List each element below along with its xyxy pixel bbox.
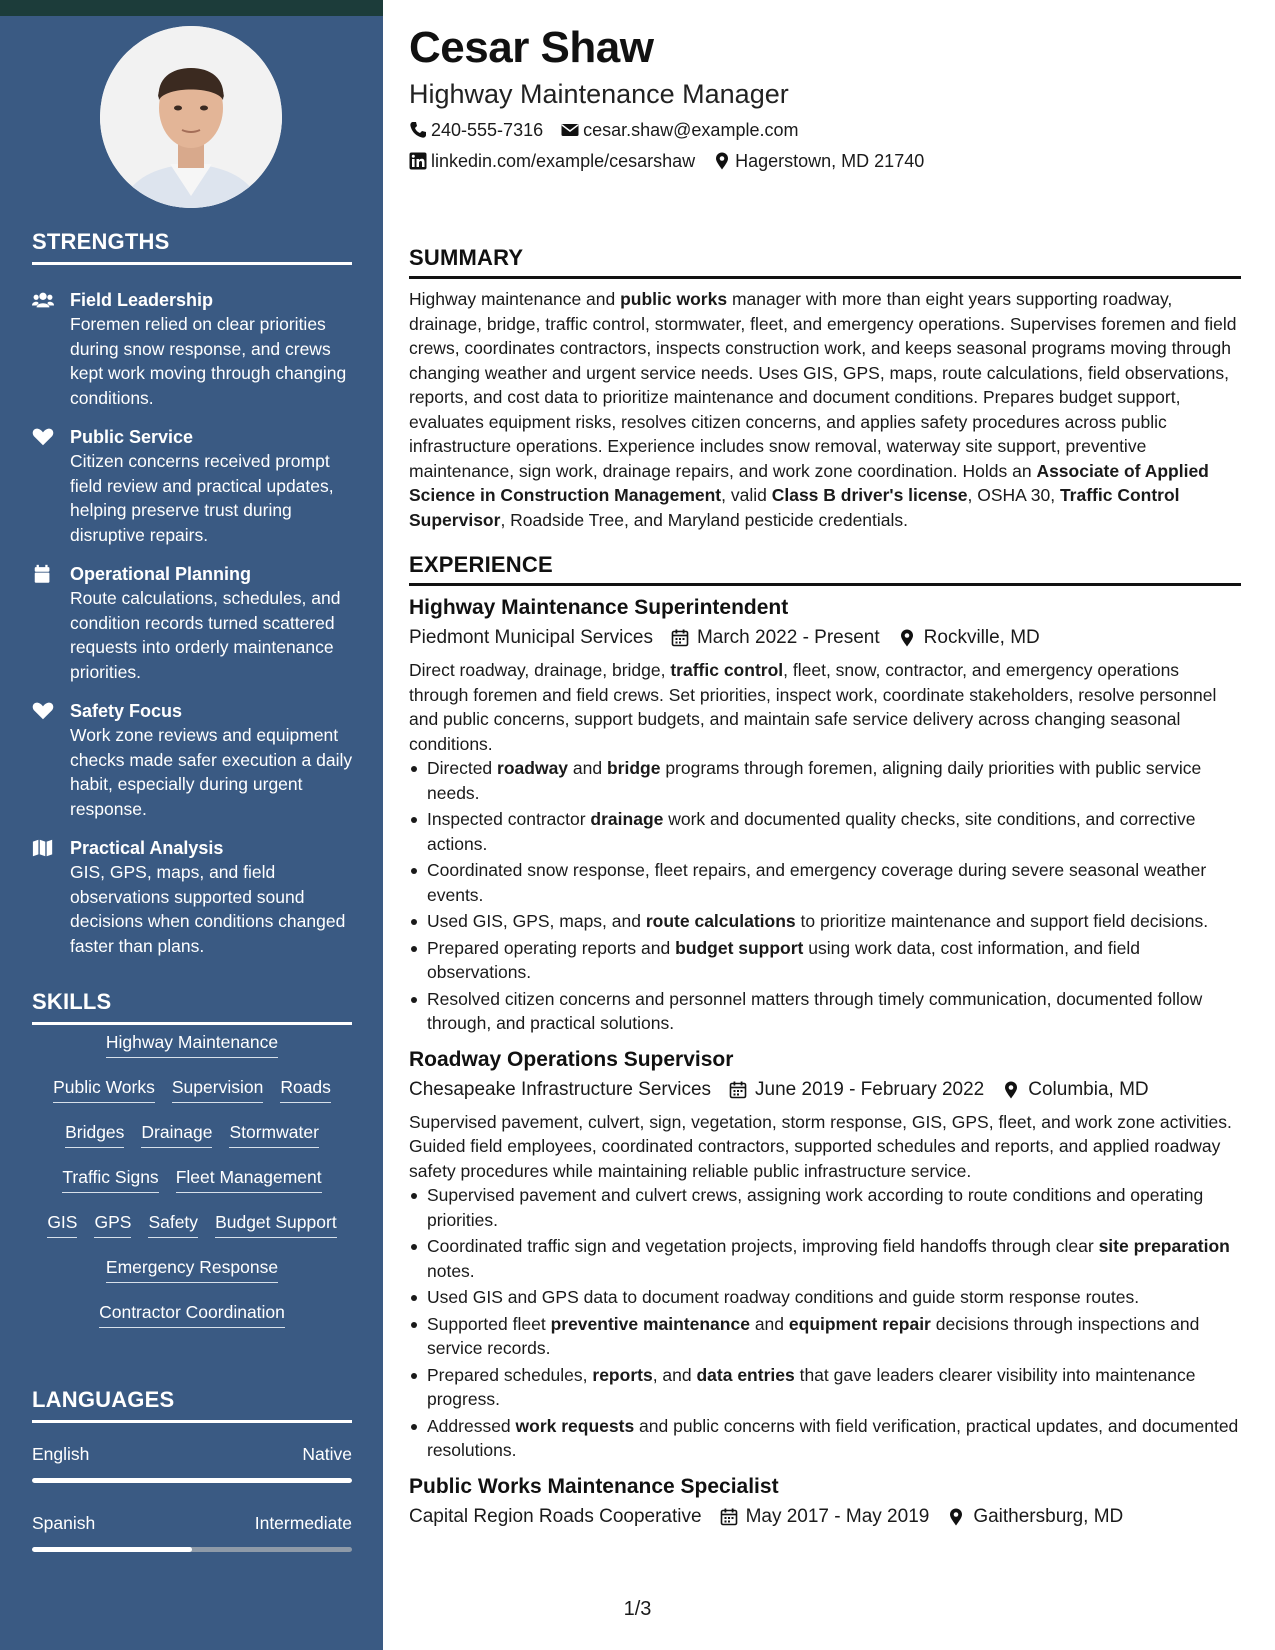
location-text: Hagerstown, MD 21740: [735, 151, 925, 171]
bullet-item: [409, 1285, 1241, 1310]
bold-text: equipment repair: [788, 1313, 931, 1334]
strength-item: [32, 699, 354, 821]
skill-tag: Emergency Response: [106, 1255, 278, 1283]
text-run: Used GIS and GPS data to document roadway conditions and guide storm response routes.: [427, 1287, 1140, 1307]
sidebar-top-accent: [0, 0, 383, 16]
main-content: [409, 20, 1241, 1531]
job-dates-wrap: [720, 1503, 930, 1531]
skill-row: [32, 1165, 352, 1210]
bold-text: drainage: [590, 809, 664, 829]
text-run: decisions through inspections and service records.: [427, 1313, 1200, 1358]
text-run: Direct roadway, drainage, bridge,: [409, 660, 671, 680]
text-run: work and documented quality checks, site conditions, and corrective actions.: [427, 809, 1196, 854]
job-title: Roadway Operations Supervisor: [409, 1047, 734, 1071]
heart-icon: [32, 425, 70, 547]
text-run: , valid: [721, 485, 772, 505]
text-run: using work data, cost information, and field observations.: [427, 937, 1140, 982]
job-dates-wrap: [671, 624, 880, 652]
text-run: , fleet, snow, contractor, and emergency operations through foremen and field crews. Set priorities, inspect work, coordinate stakeholders, resolve personnel and public concerns, support budgets, and maintain safe service delivery across changing seasonal conditions.: [409, 660, 1217, 754]
text-run: Resolved citizen concerns and personnel matters through timely communication, documented follow through, and practical solutions.: [427, 988, 1203, 1033]
bullet-item: [409, 987, 1241, 1036]
language-level: Native: [302, 1444, 352, 1464]
job-meta: [409, 1503, 1241, 1531]
linkedin-icon: [409, 152, 427, 170]
job-company-wrap: [409, 1503, 702, 1531]
bold-text: Traffic Control Supervisor: [409, 485, 1180, 530]
contact-phone: [409, 118, 543, 142]
text-run: Used GIS, GPS, maps, and: [427, 911, 646, 931]
text-run: Addressed: [427, 1415, 516, 1436]
skills-list: [32, 1030, 352, 1345]
bold-text: budget support: [675, 937, 804, 958]
skill-row: [32, 1210, 352, 1255]
text-run: Directed: [427, 758, 498, 778]
summary-title: SUMMARY: [409, 245, 1241, 279]
bold-text: traffic control: [670, 660, 784, 680]
text-run: Prepared operating reports and: [427, 937, 676, 958]
bold-text: public works: [620, 289, 728, 309]
strength-desc: Citizen concerns received prompt field review and practical updates, helping preserve trust during disruptive repairs.: [70, 451, 334, 545]
strengths-title: STRENGTHS: [32, 229, 352, 265]
job-title: Public Works Maintenance Specialist: [409, 1474, 779, 1498]
job-location: Gaithersburg, MD: [973, 1505, 1124, 1527]
job-title: Highway Maintenance Superintendent: [409, 596, 789, 619]
job-description: [409, 658, 1241, 756]
skill-tag: Stormwater: [229, 1120, 318, 1148]
strength-title: Field Leadership: [70, 290, 214, 310]
summary-text: [409, 287, 1241, 532]
job-meta: [409, 624, 1241, 652]
bullet-item: [409, 1183, 1241, 1232]
job-entry: [409, 1046, 1241, 1463]
text-run: , and: [652, 1364, 697, 1385]
strength-title: Practical Analysis: [70, 838, 224, 858]
bullet-item: [409, 1363, 1241, 1412]
strength-title: Operational Planning: [70, 564, 252, 584]
skill-tag: Traffic Signs: [62, 1165, 158, 1193]
skill-row: [32, 1075, 352, 1120]
text-run: Supervised pavement and culvert crews, assigning work according to route conditions and operating priorities.: [427, 1185, 1204, 1230]
job-dates-wrap: [729, 1076, 984, 1104]
sidebar: [0, 0, 383, 1650]
skill-row: [32, 1030, 352, 1075]
strengths-list: [32, 288, 354, 973]
bullet-item: [409, 909, 1241, 934]
contact-row: [409, 118, 1241, 142]
strength-desc: Work zone reviews and equipment checks made safer execution a daily habit, especially during urgent response.: [70, 725, 353, 819]
strength-item: [32, 288, 354, 410]
contact-linkedin[interactable]: [409, 149, 695, 173]
language-bar: [32, 1478, 352, 1483]
language-item: [32, 1511, 352, 1552]
languages-title: LANGUAGES: [32, 1387, 352, 1423]
job-description: [409, 1110, 1241, 1184]
contact-email[interactable]: [561, 118, 798, 142]
bold-text: roadway: [497, 758, 569, 778]
bullet-item: [409, 936, 1241, 985]
job-bullets: [409, 756, 1241, 1036]
linkedin-text: linkedin.com/example/cesarshaw: [431, 151, 696, 171]
job-entry: [409, 594, 1241, 1036]
skill-tag: Bridges: [65, 1120, 124, 1148]
strength-title: Safety Focus: [70, 701, 183, 721]
calendar-icon: [671, 629, 689, 647]
skill-tag: GIS: [47, 1210, 77, 1238]
job-bullets: [409, 1183, 1241, 1463]
bold-text: Class B driver's license: [771, 485, 968, 505]
bold-text: work requests: [515, 1415, 635, 1436]
candidate-name: Cesar Shaw: [409, 23, 654, 72]
bullet-item: [409, 1312, 1241, 1361]
map-pin-icon: [713, 152, 731, 170]
text-run: that gave leaders clearer visibility into maintenance progress.: [427, 1364, 1196, 1409]
email-text: cesar.shaw@example.com: [583, 120, 799, 140]
language-bar-fill: [32, 1547, 192, 1552]
map-pin-icon: [947, 1508, 965, 1526]
phone-icon: [409, 121, 427, 139]
bullet-item: [409, 807, 1241, 856]
bullet-item: [409, 1234, 1241, 1283]
job-dates: June 2019 - February 2022: [755, 1078, 985, 1100]
language-level: Intermediate: [254, 1513, 352, 1533]
text-run: manager with more than eight years supporting roadway, drainage, bridge, traffic control, stormwater, fleet, and emergency operations. Supervises foremen and field crews, coordinates contractors, inspects construction work, and keeps seasonal programs moving through changing weather and urgent service needs. Uses GIS, GPS, maps, route calculations, field observations, reports, and cost data to prioritize maintenance and document conditions. Prepares budget support, evaluates equipment risks, resolves citizen concerns, and applies safety procedures across public infrastructure operations. Experience includes snow removal, waterway site support, preventive maintenance, sign work, drainage repairs, and work zone coordination. Holds an: [409, 289, 1237, 481]
bullet-item: [409, 756, 1241, 805]
strength-desc: Route calculations, schedules, and condition records turned scattered requests into orderly maintenance priorities.: [70, 588, 341, 682]
envelope-icon: [561, 121, 579, 139]
skill-tag: Roads: [280, 1075, 331, 1103]
text-run: and public concerns with field verification, practical updates, and documented resolutions.: [427, 1415, 1239, 1460]
job-company-wrap: [409, 624, 653, 652]
bold-text: preventive maintenance: [550, 1313, 750, 1334]
text-run: Supported fleet: [427, 1313, 551, 1334]
job-location-wrap: [947, 1503, 1123, 1531]
text-run: Coordinated traffic sign and vegetation projects, improving field handoffs through clear: [427, 1236, 1099, 1256]
text-run: Inspected contractor: [427, 809, 591, 829]
language-bar: [32, 1547, 352, 1552]
skill-row: [32, 1255, 352, 1300]
language-name: English: [32, 1444, 90, 1464]
strength-desc: GIS, GPS, maps, and field observations supported sound decisions when conditions changed faster than plans.: [70, 862, 346, 956]
skill-tag: Highway Maintenance: [106, 1030, 278, 1058]
bold-text: site preparation: [1098, 1236, 1230, 1256]
skill-tag: Safety: [148, 1210, 198, 1238]
job-dates: May 2017 - May 2019: [745, 1505, 930, 1527]
language-item: [32, 1442, 352, 1483]
text-run: to prioritize maintenance and support field decisions.: [795, 911, 1209, 931]
skill-row: [32, 1300, 352, 1345]
bold-text: Associate of Applied Science in Construction Management: [409, 460, 1209, 505]
map-icon: [32, 836, 70, 958]
contact-location: [713, 149, 924, 173]
skill-tag: Contractor Coordination: [99, 1300, 285, 1328]
skill-tag: GPS: [94, 1210, 131, 1238]
strength-desc: Foremen relied on clear priorities during snow response, and crews kept work moving through changing conditions.: [70, 314, 347, 408]
calendar-icon: [32, 562, 70, 684]
calendar-icon: [729, 1081, 747, 1099]
bold-text: route calculations: [645, 911, 796, 931]
experience-title: EXPERIENCE: [409, 552, 1241, 586]
text-run: Supervised pavement, culvert, sign, vegetation, storm response, GIS, GPS, fleet, and work zone activities. Guided field employees, coordinated contractors, supported schedules and reports, and applied roadway safety procedures while maintaining reliable public infrastructure service.: [409, 1111, 1232, 1181]
job-meta: [409, 1076, 1241, 1104]
strength-item: [32, 425, 354, 547]
bullet-item: [409, 1414, 1241, 1463]
skills-title: SKILLS: [32, 989, 352, 1025]
job-location-wrap: [898, 624, 1040, 652]
text-run: , OSHA 30,: [967, 485, 1060, 505]
map-pin-icon: [898, 629, 916, 647]
strength-item: [32, 836, 354, 958]
users-icon: [32, 288, 70, 410]
profile-photo: [100, 26, 282, 208]
language-bar-fill: [32, 1478, 352, 1483]
job-company-wrap: [409, 1076, 711, 1104]
phone-text: 240-555-7316: [431, 120, 544, 140]
text-run: Coordinated snow response, fleet repairs, and emergency coverage during severe seasonal weather events.: [427, 860, 1207, 905]
text-run: Prepared schedules,: [427, 1364, 593, 1385]
skill-tag: Fleet Management: [176, 1165, 322, 1193]
text-run: Highway maintenance and: [409, 289, 621, 309]
calendar-icon: [720, 1508, 738, 1526]
map-pin-icon: [1002, 1081, 1020, 1099]
skill-tag: Budget Support: [215, 1210, 337, 1238]
bold-text: data entries: [696, 1364, 795, 1385]
job-company: Piedmont Municipal Services: [409, 627, 653, 648]
text-run: , Roadside Tree, and Maryland pesticide credentials.: [500, 509, 909, 530]
page-number: 1/3: [623, 1598, 652, 1620]
job-location-wrap: [1002, 1076, 1148, 1104]
strength-item: [32, 562, 354, 684]
job-location: Columbia, MD: [1028, 1078, 1149, 1100]
candidate-role: Highway Maintenance Manager: [409, 79, 789, 109]
text-run: programs through foremen, aligning daily priorities with public service needs.: [427, 758, 1202, 803]
text-run: and: [568, 758, 607, 778]
language-name: Spanish: [32, 1513, 96, 1533]
skill-tag: Public Works: [53, 1075, 155, 1103]
strength-title: Public Service: [70, 427, 194, 447]
bold-text: bridge: [606, 758, 661, 778]
job-location: Rockville, MD: [923, 627, 1040, 648]
heart-icon: [32, 699, 70, 821]
job-entry: [409, 1473, 1241, 1531]
bold-text: reports: [592, 1364, 653, 1385]
contact-row: [409, 149, 1241, 173]
bullet-item: [409, 858, 1241, 907]
skill-tag: Drainage: [141, 1120, 212, 1148]
text-run: notes.: [427, 1260, 475, 1281]
job-company: Capital Region Roads Cooperative: [409, 1505, 702, 1527]
job-dates: March 2022 - Present: [696, 627, 880, 648]
job-company: Chesapeake Infrastructure Services: [409, 1078, 712, 1100]
skill-tag: Supervision: [172, 1075, 263, 1103]
text-run: and: [749, 1313, 789, 1334]
skill-row: [32, 1120, 352, 1165]
